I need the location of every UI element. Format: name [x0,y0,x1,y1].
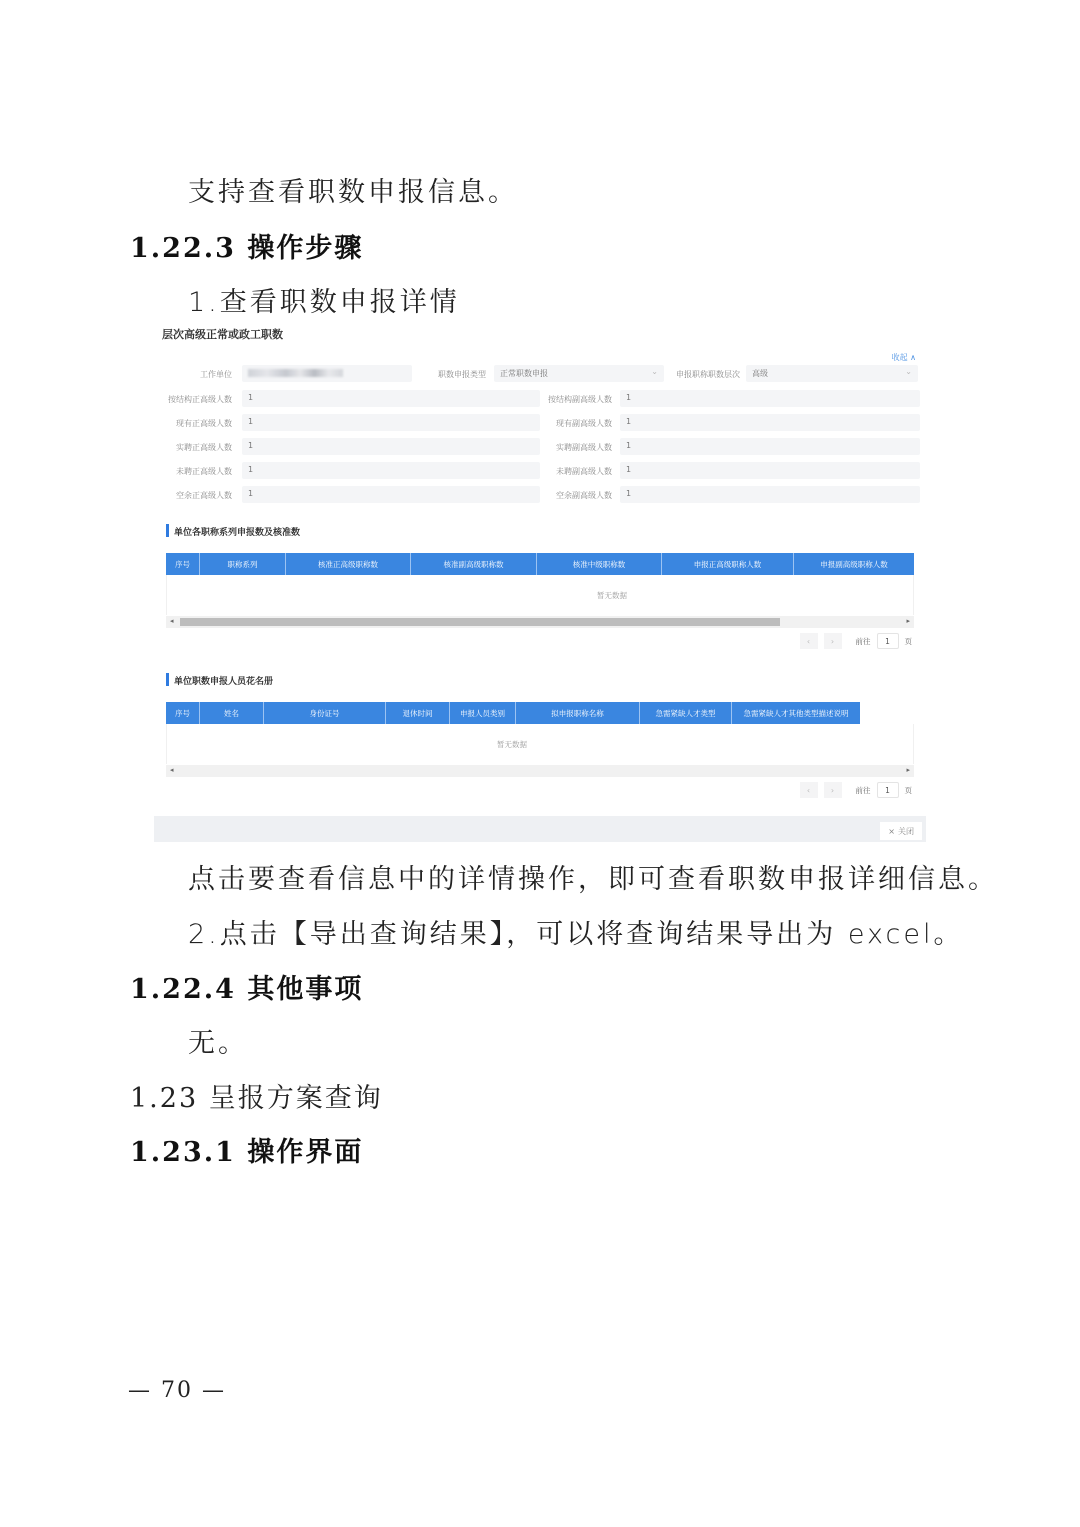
declare-type-label: 职数申报类型 [438,370,486,379]
field-input[interactable]: 1 [620,390,920,407]
scroll-right-icon[interactable]: ▸ [906,766,910,774]
column-header[interactable]: 退休时间 [386,702,450,724]
horizontal-scrollbar[interactable] [166,765,914,777]
column-header[interactable]: 申报副高级职称人数 [820,559,888,569]
column-header[interactable]: 身份证号 [264,702,386,724]
redacted-value [248,369,343,377]
pagination [800,782,913,798]
step-2-text: 2.点击【导出查询结果】，可以将查询结果导出为 excel。 [188,919,964,950]
column-header[interactable]: 急需紧缺人才类型 [640,702,732,724]
embedded-screenshot [154,320,926,842]
prev-page-button[interactable]: ‹ [800,633,818,649]
field-label: 按结构副高级人数 [548,395,612,404]
field-label: 未聘副高级人数 [556,467,612,476]
field-label: 实聘正高级人数 [176,443,232,452]
field-input[interactable]: 1 [242,414,540,431]
section-heading-1-23-1: 1.23.1 操作界面 [130,1137,364,1168]
scrollbar-thumb[interactable] [180,618,780,626]
field-input[interactable]: 1 [620,486,920,503]
column-header[interactable]: 核准正高级职称数 [286,553,411,575]
close-button[interactable] [880,822,922,840]
field-label: 空余正高级人数 [176,491,232,500]
step-1-text: 1.查看职数申报详情 [188,287,460,318]
field-input[interactable]: 1 [242,462,540,479]
field-input[interactable]: 1 [620,462,920,479]
scroll-left-icon[interactable]: ◂ [170,766,174,774]
chevron-down-icon: ⌄ [651,367,658,376]
field-input[interactable]: 1 [620,438,920,455]
scroll-right-icon[interactable]: ▸ [906,617,910,625]
table-header-roster [166,702,860,724]
declare-type-select[interactable] [494,365,664,382]
prev-page-button[interactable]: ‹ [800,782,818,798]
column-header[interactable]: 序号 [166,702,200,724]
empty-state-text: 暂无数据 [597,591,627,600]
field-label: 按结构正高级人数 [168,395,232,404]
chevron-down-icon: ⌄ [905,367,912,376]
field-input[interactable]: 1 [242,486,540,503]
page-number-input[interactable]: 1 [877,633,899,649]
pagination [800,633,913,649]
column-header[interactable]: 拟申报职称名称 [516,702,640,724]
intro-paragraph: 支持查看职数申报信息。 [188,177,518,208]
field-label: 空余副高级人数 [556,491,612,500]
column-header[interactable]: 申报人员类别 [450,702,516,724]
section-heading-1-22-4: 1.22.4 其他事项 [130,974,364,1005]
field-label: 现有正高级人数 [176,419,232,428]
detail-paragraph: 点击要查看信息中的详情操作，即可查看职数申报详细信息。 [188,864,998,895]
work-unit-field[interactable] [242,365,412,382]
table-body-roster [166,724,914,764]
column-header[interactable]: 职称系列 [200,553,286,575]
field-label: 现有副高级人数 [556,419,612,428]
close-label: 关闭 [898,826,914,836]
column-header[interactable]: 核准中级职称数 [537,553,662,575]
none-paragraph: 无。 [188,1028,248,1059]
column-header[interactable]: 序号 [166,553,200,575]
horizontal-scrollbar[interactable] [166,616,914,628]
work-unit-label: 工作单位 [200,370,232,379]
empty-state-text: 暂无数据 [497,740,527,749]
page-suffix: 页 [904,785,912,795]
close-icon: × [888,826,895,836]
field-input[interactable]: 1 [242,438,540,455]
column-header[interactable]: 申报正高级职称人数 [662,553,794,575]
page-number: — 70 — [128,1378,226,1403]
title-level-value: 高级 [752,369,768,378]
table-header-series [166,553,914,575]
field-label: 未聘正高级人数 [176,467,232,476]
dialog-footer [154,816,926,842]
section-title-series: 单位各职称系列申报数及核准数 [166,525,300,538]
field-input[interactable]: 1 [620,414,920,431]
scroll-left-icon[interactable]: ◂ [170,617,174,625]
column-header[interactable]: 核准副高级职称数 [411,553,537,575]
section-heading-1-23: 1.23 呈报方案查询 [130,1083,383,1114]
table-body-series [166,575,914,615]
column-header[interactable]: 急需紧缺人才其他类型描述说明 [743,708,849,718]
collapse-toggle[interactable]: 收起 ∧ [891,353,916,362]
declare-type-value: 正常职数申报 [500,369,548,378]
section-title-roster: 单位职数申报人员花名册 [166,674,273,687]
goto-label: 前往 [855,785,871,795]
page-number-input[interactable]: 1 [877,782,899,798]
next-page-button[interactable]: › [824,633,842,649]
dialog-title: 层次高级正常或政工职数 [162,328,283,341]
title-level-label: 申报职称职数层次 [676,370,740,379]
field-label: 实聘副高级人数 [556,443,612,452]
column-header[interactable]: 姓名 [200,702,264,724]
next-page-button[interactable]: › [824,782,842,798]
field-input[interactable]: 1 [242,390,540,407]
goto-label: 前往 [855,636,871,646]
page-suffix: 页 [904,636,912,646]
section-heading-1-22-3: 1.22.3 操作步骤 [130,233,364,264]
title-level-select[interactable] [746,365,918,382]
